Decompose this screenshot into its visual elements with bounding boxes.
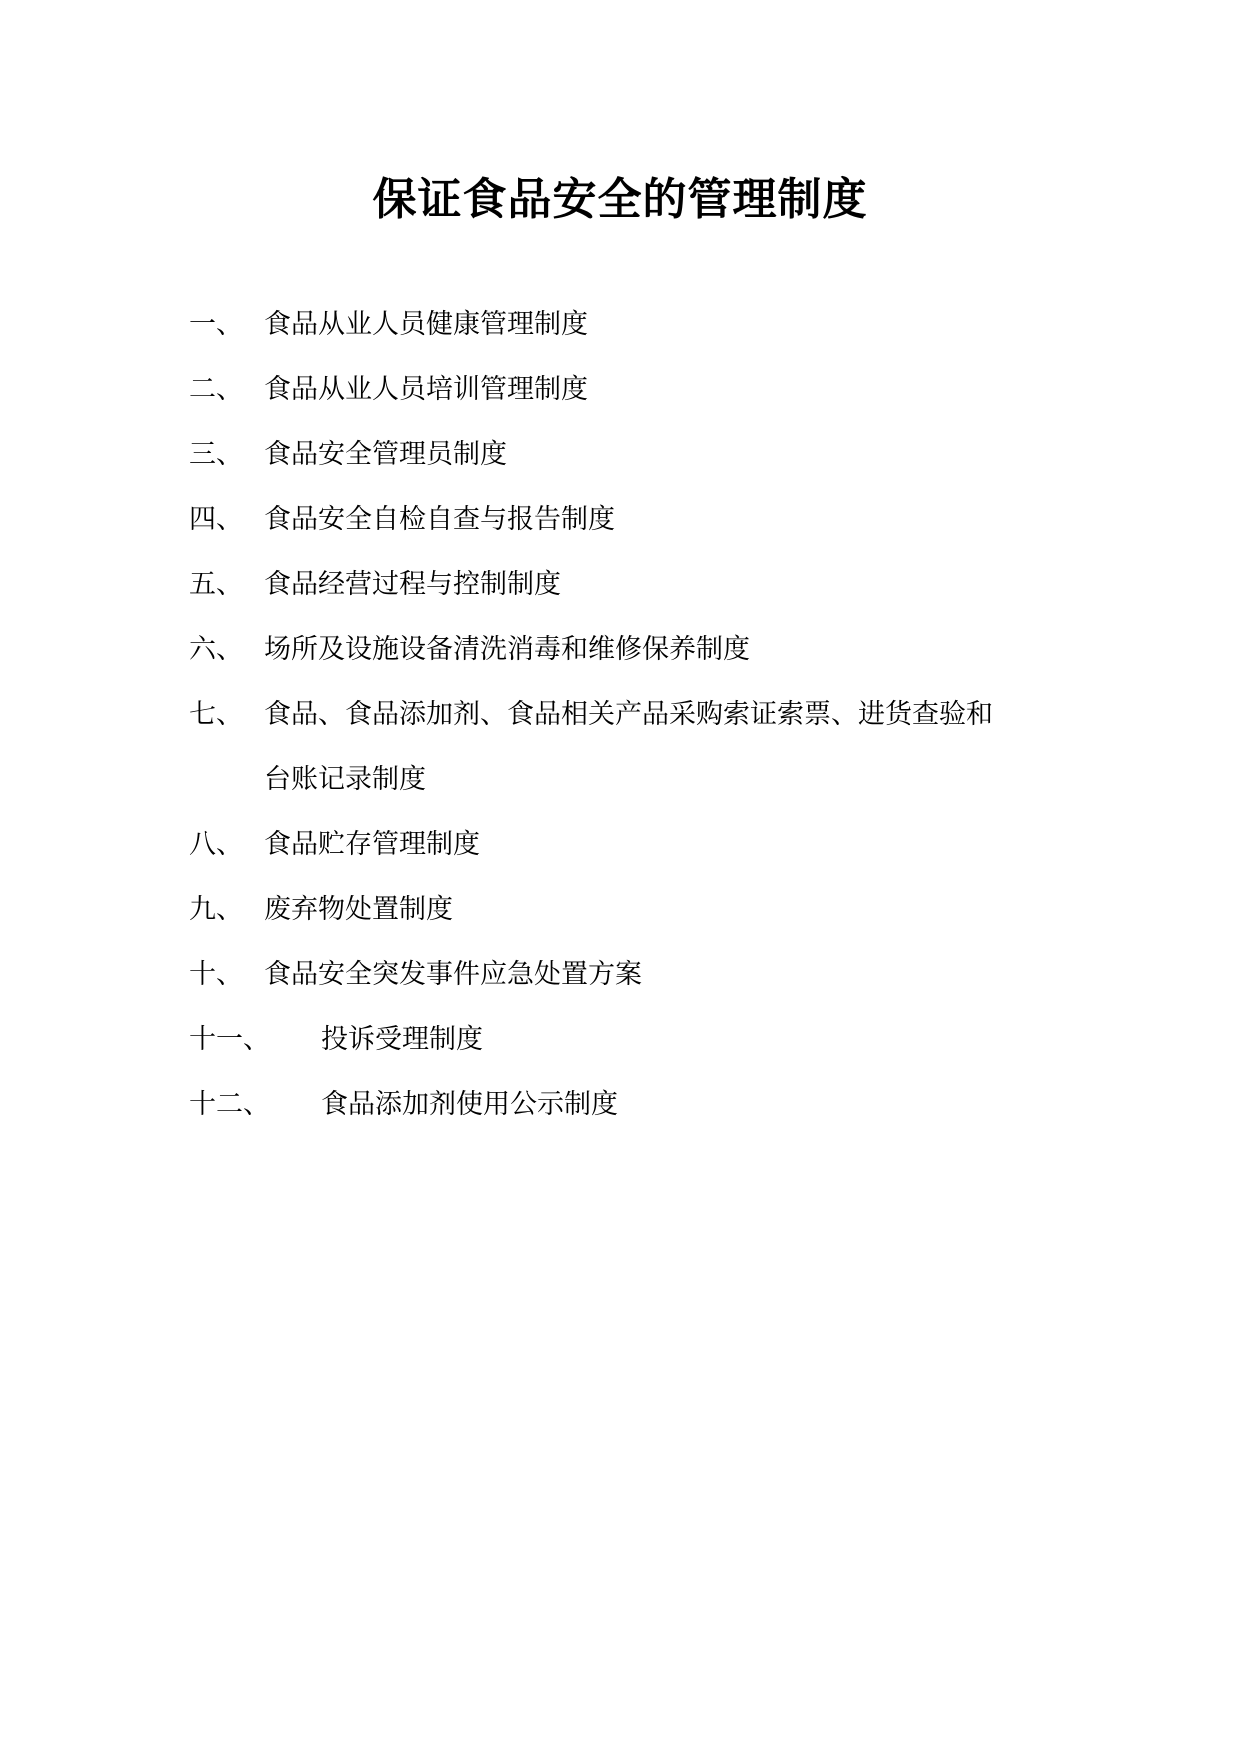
toc-item bbox=[189, 630, 1069, 670]
toc-item bbox=[189, 435, 1069, 475]
toc-item-number: 十二、 bbox=[189, 1089, 270, 1120]
toc-item bbox=[189, 1085, 1069, 1125]
toc-item bbox=[189, 890, 1069, 930]
toc-item-number: 四、 bbox=[189, 504, 243, 535]
toc-item-text: 食品从业人员健康管理制度 bbox=[264, 309, 588, 340]
toc-item-text: 场所及设施设备清洗消毒和维修保养制度 bbox=[264, 634, 750, 665]
toc-item-text: 食品安全管理员制度 bbox=[264, 439, 507, 470]
toc-item-text: 食品安全突发事件应急处置方案 bbox=[264, 959, 642, 990]
toc-item bbox=[189, 825, 1069, 865]
toc-item-number: 二、 bbox=[189, 374, 243, 405]
toc-item-number: 六、 bbox=[189, 634, 243, 665]
toc-item-number: 八、 bbox=[189, 829, 243, 860]
toc-item-continuation: 台账记录制度 bbox=[264, 764, 426, 795]
toc-item-text: 食品安全自检自查与报告制度 bbox=[264, 504, 615, 535]
toc-item bbox=[189, 305, 1069, 345]
toc-item-text: 食品添加剂使用公示制度 bbox=[321, 1089, 618, 1120]
toc-item bbox=[189, 955, 1069, 995]
toc-item bbox=[189, 500, 1069, 540]
toc-item-number: 十、 bbox=[189, 959, 243, 990]
toc-item bbox=[189, 565, 1069, 605]
toc-item-number: 七、 bbox=[189, 699, 243, 730]
toc-item-text: 食品从业人员培训管理制度 bbox=[264, 374, 588, 405]
toc-item bbox=[189, 370, 1069, 410]
toc-item bbox=[189, 1020, 1069, 1060]
toc-item-number: 十一、 bbox=[189, 1024, 270, 1055]
toc-item-number: 一、 bbox=[189, 309, 243, 340]
toc-item bbox=[189, 695, 1069, 735]
toc-item-number: 九、 bbox=[189, 894, 243, 925]
document-title: 保证食品安全的管理制度 bbox=[372, 174, 868, 225]
toc-item-text: 食品贮存管理制度 bbox=[264, 829, 480, 860]
toc-item-text: 食品、食品添加剂、食品相关产品采购索证索票、进货查验和 bbox=[264, 699, 993, 730]
toc-item-number: 三、 bbox=[189, 439, 243, 470]
toc-item-text: 投诉受理制度 bbox=[321, 1024, 483, 1055]
toc-item-text: 食品经营过程与控制制度 bbox=[264, 569, 561, 600]
toc-item-text: 废弃物处置制度 bbox=[264, 894, 453, 925]
toc-item-number: 五、 bbox=[189, 569, 243, 600]
